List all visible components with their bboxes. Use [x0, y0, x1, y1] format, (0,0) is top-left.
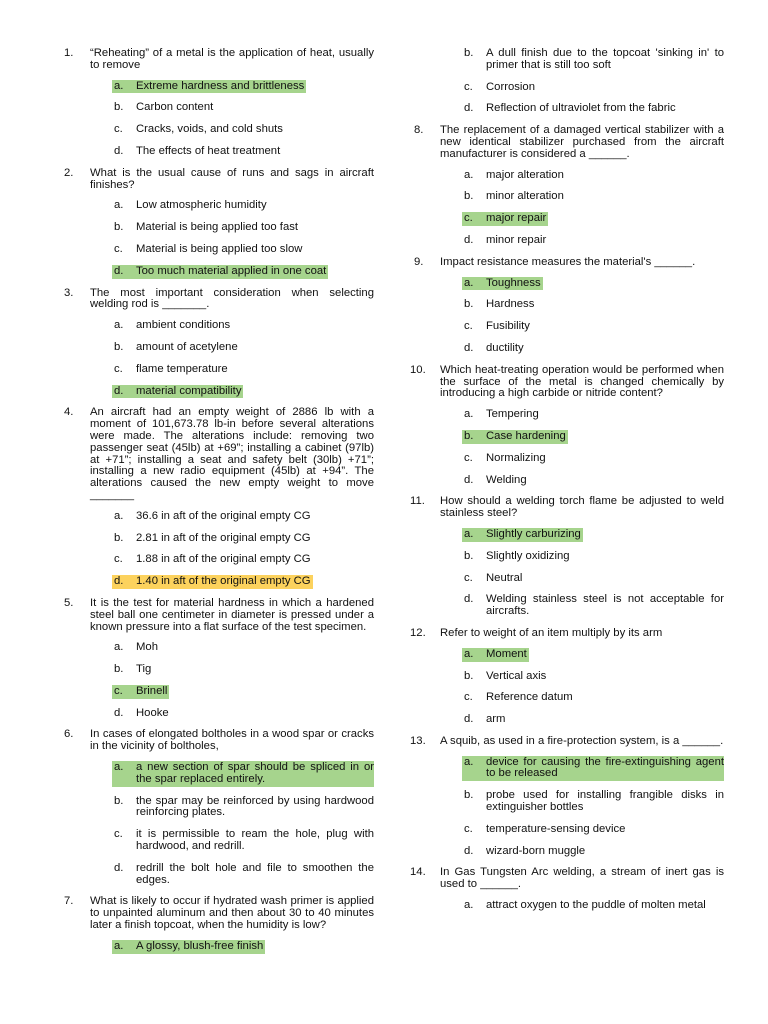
- option-text: a new section of spar should be spliced in or the spar replaced entirely.: [136, 761, 374, 785]
- option-text: Tempering: [486, 408, 539, 421]
- question: [64, 729, 374, 753]
- option-letter: a.: [464, 647, 474, 660]
- answer-option: [464, 671, 724, 683]
- question-text: A squib, as used in a fire-protection system, is a ______.: [440, 734, 724, 747]
- answer-option: [114, 533, 374, 545]
- question: [64, 48, 374, 72]
- answer-option: [114, 554, 374, 566]
- option-text: flame temperature: [136, 362, 228, 375]
- option-letter: b.: [114, 101, 124, 114]
- answer-option-highlighted: [114, 941, 374, 953]
- right-column: [410, 47, 724, 922]
- option-text: Moment: [486, 647, 527, 660]
- answer-option-highlighted: [464, 757, 724, 781]
- answer-option: [114, 364, 374, 376]
- option-letter: b.: [114, 663, 124, 676]
- left-column: [64, 48, 374, 963]
- answer-option-highlighted: [114, 762, 374, 786]
- option-letter: b.: [464, 429, 474, 442]
- option-text: minor repair: [486, 233, 547, 246]
- option-text: 1.88 in aft of the original empty CG: [136, 553, 311, 566]
- question-number: 5.: [64, 596, 74, 609]
- question: [64, 168, 374, 192]
- answer-option: [114, 664, 374, 676]
- option-text: major repair: [486, 212, 547, 225]
- question-text: What is the usual cause of runs and sags in aircraft finishes?: [90, 166, 374, 191]
- answer-option-highlighted: [114, 686, 374, 698]
- option-letter: a.: [114, 939, 124, 952]
- answer-option: [464, 551, 724, 563]
- option-letter: a.: [464, 168, 474, 181]
- option-text: Brinell: [136, 684, 168, 697]
- option-letter: d.: [464, 473, 474, 486]
- option-text: Hooke: [136, 706, 169, 719]
- question-number: 12.: [410, 626, 426, 639]
- answer-option: [464, 409, 724, 421]
- option-letter: d.: [464, 713, 474, 726]
- question-number: 9.: [414, 255, 424, 268]
- question-number: 3.: [64, 286, 74, 299]
- answer-option-highlighted: [464, 213, 724, 225]
- answer-option-highlighted: [464, 649, 724, 661]
- answer-option: [464, 714, 724, 726]
- option-text: Slightly carburizing: [486, 527, 581, 540]
- answer-option: [464, 103, 724, 115]
- option-text: ambient conditions: [136, 319, 231, 332]
- option-text: Fusibility: [486, 320, 530, 333]
- option-letter: b.: [464, 298, 474, 311]
- answer-option: [114, 708, 374, 720]
- option-text: Cracks, voids, and cold shuts: [136, 123, 283, 136]
- option-text: Low atmospheric humidity: [136, 199, 267, 212]
- option-letter: b.: [114, 531, 124, 544]
- option-letter: a.: [114, 641, 124, 654]
- answer-option: [114, 222, 374, 234]
- answer-option: [114, 342, 374, 354]
- question-number: 2.: [64, 166, 74, 179]
- question-text: How should a welding torch flame be adjusted to weld stainless steel?: [440, 495, 724, 520]
- option-text: redrill the bolt hole and file to smoothen the edges.: [136, 861, 374, 886]
- option-text: Carbon content: [136, 101, 214, 114]
- option-letter: d.: [464, 233, 474, 246]
- option-text: Slightly oxidizing: [486, 549, 570, 562]
- option-text: probe used for installing frangible disks in extinguisher bottles: [486, 789, 724, 814]
- answer-option: [464, 235, 724, 247]
- question-number: 11.: [410, 495, 425, 508]
- answer-option: [464, 48, 724, 72]
- question: [414, 257, 724, 269]
- question-number: 8.: [414, 124, 424, 137]
- answer-option-highlighted: [464, 431, 724, 443]
- option-text: device for causing the fire-extinguishing agent to be released: [486, 755, 724, 780]
- answer-option: [114, 863, 374, 887]
- answer-option: [464, 453, 724, 465]
- answer-option: [464, 692, 724, 704]
- option-text: attract oxygen to the puddle of molten metal: [486, 899, 706, 912]
- option-letter: a.: [114, 319, 124, 332]
- answer-option: [464, 594, 724, 618]
- option-letter: b.: [464, 549, 474, 562]
- option-letter: d.: [114, 264, 124, 277]
- option-text: temperature-sensing device: [486, 822, 626, 835]
- option-text: it is permissible to ream the hole, plug with hardwood, and redrill.: [136, 828, 374, 853]
- question-text: It is the test for material hardness in which a hardened steel ball one centimeter in diameter is pressed under a known pressure into a flat surface of the test specimen.: [90, 596, 374, 633]
- option-letter: d.: [114, 706, 124, 719]
- option-letter: c.: [114, 553, 123, 566]
- option-letter: a.: [464, 408, 474, 421]
- option-text: wizard-born muggle: [486, 844, 586, 857]
- option-text: Normalizing: [486, 451, 546, 464]
- option-text: Welding: [486, 473, 527, 486]
- question-text: An aircraft had an empty weight of 2886 lb with a moment of 101,673.78 lb-in before several alterations were made. The alterations include: removing two passenger seat (45lb) at +69”; installing a cabinet (97lb) at +71”; installing a seat and safety belt (30lb) +71”; installing a new radio equipment (45lb) at +94”. The alterations caused the new empty weight to move _______: [90, 406, 374, 501]
- question-number: 6.: [64, 728, 74, 741]
- option-text: Hardness: [486, 298, 535, 311]
- option-text: the spar may be reinforced by using hardwood reinforcing plates.: [136, 794, 374, 819]
- option-letter: d.: [464, 593, 474, 606]
- option-letter: a.: [464, 276, 474, 289]
- question: [64, 896, 374, 931]
- option-text: material compatibility: [136, 384, 242, 397]
- option-text: Corrosion: [486, 80, 535, 93]
- answer-option-highlighted: [114, 386, 374, 398]
- option-letter: c.: [464, 571, 473, 584]
- option-text: Too much material applied in one coat: [136, 264, 327, 277]
- answer-option: [464, 475, 724, 487]
- answer-option: [464, 900, 724, 912]
- answer-option: [464, 790, 724, 814]
- option-letter: d.: [114, 144, 124, 157]
- option-text: ductility: [486, 341, 524, 354]
- option-text: Moh: [136, 641, 158, 654]
- option-letter: a.: [464, 899, 474, 912]
- question-number: 10.: [410, 363, 426, 376]
- option-text: Neutral: [486, 571, 523, 584]
- option-letter: a.: [114, 509, 124, 522]
- answer-option: [464, 82, 724, 94]
- question: [64, 598, 374, 633]
- option-letter: d.: [114, 384, 124, 397]
- answer-option: [464, 573, 724, 585]
- option-letter: c.: [464, 451, 473, 464]
- option-letter: c.: [464, 212, 473, 225]
- question-text: What is likely to occur if hydrated wash primer is applied to unpainted aluminum and then about 30 to 40 minutes later a finish topcoat, when the humidity is low?: [90, 895, 374, 932]
- answer-option: [114, 829, 374, 853]
- option-letter: a.: [114, 199, 124, 212]
- answer-option: [464, 343, 724, 355]
- question: [410, 495, 724, 520]
- option-letter: b.: [114, 221, 124, 234]
- answer-option-highlighted: [464, 529, 724, 541]
- answer-option: [464, 321, 724, 333]
- answer-option: [464, 299, 724, 311]
- option-text: Material is being applied too fast: [136, 221, 299, 234]
- answer-option: [114, 796, 374, 820]
- answer-option: [114, 320, 374, 332]
- question-text: In cases of elongated boltholes in a wood spar or cracks in the vicinity of boltholes,: [90, 728, 374, 753]
- option-text: Tig: [136, 663, 152, 676]
- option-letter: b.: [464, 669, 474, 682]
- answer-option: [464, 191, 724, 203]
- option-text: Reference datum: [486, 691, 573, 704]
- answer-option: [114, 244, 374, 256]
- option-text: amount of acetylene: [136, 340, 238, 353]
- question: [410, 626, 724, 640]
- answer-option: [114, 146, 374, 158]
- option-letter: a.: [114, 79, 124, 92]
- option-letter: a.: [114, 761, 124, 774]
- question: [64, 288, 374, 312]
- option-letter: a.: [464, 527, 474, 540]
- question-text: Which heat-treating operation would be performed when the surface of the metal is changed chemically by introducing a high carbide or nitride content?: [440, 363, 724, 400]
- question-text: The replacement of a damaged vertical stabilizer with a new identical stabilizer purchased from the aircraft manufacturer is considered a ______.: [440, 124, 724, 160]
- option-letter: c.: [464, 80, 473, 93]
- option-text: A dull finish due to the topcoat 'sinking in' to primer that is still too soft: [486, 47, 724, 71]
- option-letter: a.: [464, 755, 474, 768]
- option-letter: b.: [114, 794, 124, 807]
- question: [410, 363, 724, 400]
- option-letter: c.: [114, 123, 123, 136]
- question-text: Refer to weight of an item multiply by its arm: [440, 626, 663, 639]
- option-text: Reflection of ultraviolet from the fabric: [486, 102, 676, 115]
- question-number: 7.: [64, 895, 74, 908]
- question-number: 4.: [64, 406, 74, 419]
- option-text: The effects of heat treatment: [136, 144, 281, 157]
- option-letter: b.: [464, 47, 474, 59]
- option-letter: d.: [114, 575, 124, 588]
- option-letter: c.: [114, 242, 123, 255]
- answer-option: [464, 846, 724, 858]
- option-letter: b.: [464, 789, 474, 802]
- option-text: 1.40 in aft of the original empty CG: [136, 575, 311, 588]
- option-letter: b.: [464, 190, 474, 203]
- answer-option: [114, 200, 374, 212]
- option-text: Vertical axis: [486, 669, 547, 682]
- answer-option: [114, 511, 374, 523]
- option-text: Material is being applied too slow: [136, 242, 303, 255]
- option-letter: c.: [464, 320, 473, 333]
- option-text: Case hardening: [486, 429, 566, 442]
- option-text: 36.6 in aft of the original empty CG: [136, 509, 311, 522]
- option-letter: d.: [464, 341, 474, 354]
- option-text: Welding stainless steel is not acceptable for aircrafts.: [486, 593, 724, 618]
- answer-option-highlighted: [114, 81, 374, 93]
- answer-option: [114, 642, 374, 654]
- question-text: The most important consideration when selecting welding rod is _______.: [90, 286, 374, 311]
- option-letter: c.: [464, 822, 473, 835]
- option-text: Extreme hardness and brittleness: [136, 79, 305, 92]
- question: [414, 125, 724, 160]
- question: [64, 407, 374, 501]
- question-text: In Gas Tungsten Arc welding, a stream of inert gas is used to ______.: [440, 866, 724, 891]
- option-text: 2.81 in aft of the original empty CG: [136, 531, 311, 544]
- option-letter: d.: [464, 102, 474, 115]
- option-text: Toughness: [486, 276, 541, 289]
- question: [410, 734, 724, 748]
- option-text: major alteration: [486, 168, 564, 181]
- answer-option-highlighted: [114, 266, 374, 278]
- option-text: arm: [486, 713, 506, 726]
- option-letter: b.: [114, 340, 124, 353]
- option-text: minor alteration: [486, 190, 564, 203]
- option-letter: c.: [464, 691, 473, 704]
- option-letter: d.: [114, 861, 124, 874]
- option-letter: d.: [464, 844, 474, 857]
- answer-option: [464, 170, 724, 182]
- question: [410, 866, 724, 891]
- answer-option: [114, 102, 374, 114]
- question-number: 1.: [64, 47, 74, 59]
- option-letter: c.: [114, 828, 123, 841]
- answer-option-highlighted: [464, 278, 724, 290]
- question-text: Impact resistance measures the material's ______.: [440, 255, 696, 268]
- answer-option: [114, 124, 374, 136]
- option-letter: c.: [114, 362, 123, 375]
- question-text: “Reheating” of a metal is the application of heat, usually to remove: [90, 47, 374, 71]
- question-number: 14.: [410, 866, 426, 879]
- question-number: 13.: [410, 734, 426, 747]
- option-letter: c.: [114, 684, 123, 697]
- answer-option: [464, 824, 724, 836]
- option-text: A glossy, blush-free finish: [136, 939, 264, 952]
- answer-option-highlighted: [114, 576, 374, 588]
